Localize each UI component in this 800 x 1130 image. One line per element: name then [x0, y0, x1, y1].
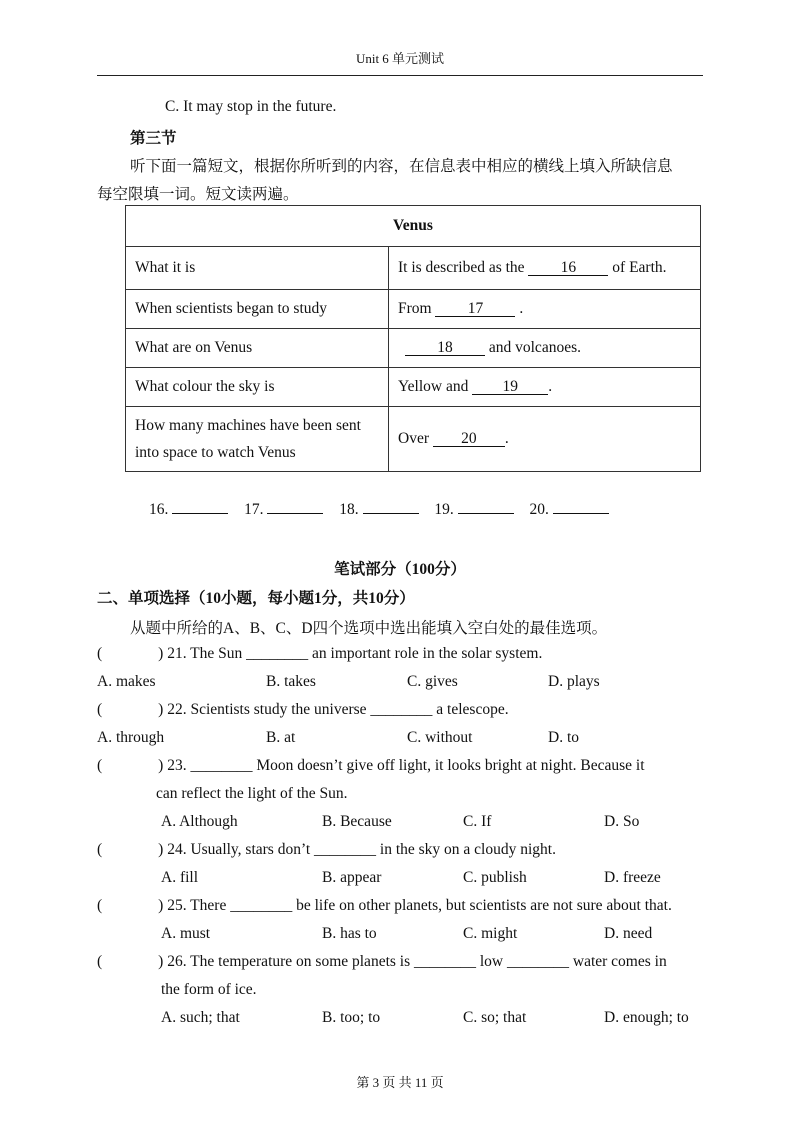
- q21-option-b: B. takes: [266, 673, 316, 690]
- header-rule: [97, 75, 703, 76]
- answer-label-19: 19.: [434, 501, 454, 518]
- row-label: What colour the sky is: [126, 368, 389, 407]
- section-3-instruction-line1: 听下面一篇短文，根据你所听到的内容，在信息表中相应的横线上填入所缺信息: [130, 158, 673, 175]
- page-header: Unit 6 单元测试: [355, 51, 445, 66]
- q24-option-c: C. publish: [463, 869, 527, 886]
- question-22: ( ) 22. Scientists study the universe ________ a telescope.: [97, 701, 509, 718]
- q23-option-b: B. Because: [322, 813, 392, 830]
- part-2-instruction: 从题中所给的A、B、C、D四个选项中选出能填入空白处的最佳选项。: [130, 620, 608, 637]
- q21-option-a: A. makes: [97, 673, 156, 690]
- q25-option-a: A. must: [161, 925, 211, 942]
- row-label: What are on Venus: [126, 329, 389, 368]
- table-title: Venus: [126, 206, 701, 247]
- fill-blank-18[interactable]: 18: [405, 340, 485, 356]
- q25-option-b: B. has to: [322, 925, 377, 942]
- answer-label-17: 17.: [244, 501, 264, 518]
- q24-option-a: A. fill: [161, 869, 199, 886]
- table-row: [126, 247, 701, 290]
- answer-bracket[interactable]: (: [97, 645, 103, 662]
- q26-option-b: B. too; to: [322, 1009, 381, 1026]
- table-row: [126, 329, 701, 368]
- q25-option-d: D. need: [604, 925, 653, 942]
- fill-blank-20[interactable]: 20: [433, 431, 505, 447]
- row-value: Over 20 .: [389, 407, 701, 472]
- answer-bracket[interactable]: (: [97, 897, 103, 914]
- q22-option-a: A. through: [97, 729, 165, 746]
- question-23-continued: can reflect the light of the Sun.: [156, 785, 348, 802]
- answer-blank-16[interactable]: [172, 513, 228, 514]
- q22-option-c: C. without: [407, 729, 473, 746]
- q23-option-c: C. If: [463, 813, 492, 830]
- q21-option-c: C. gives: [407, 673, 458, 690]
- q26-option-a: A. such; that: [161, 1009, 240, 1026]
- table-row: [126, 368, 701, 407]
- answer-blank-19[interactable]: [458, 513, 514, 514]
- answer-label-20: 20.: [529, 501, 549, 518]
- section-3-instruction-line2: 每空限填一词。短文读两遍。: [97, 186, 299, 203]
- q22-option-b: B. at: [266, 729, 296, 746]
- answer-blank-18[interactable]: [363, 513, 419, 514]
- previous-option-c: C. It may stop in the future.: [165, 98, 337, 115]
- answer-bracket[interactable]: (: [97, 953, 103, 970]
- table-row: [126, 290, 701, 329]
- section-3-title: 第三节: [130, 130, 177, 147]
- answer-blank-17[interactable]: [267, 513, 323, 514]
- question-24: ( ) 24. Usually, stars don’t ________ in the sky on a cloudy night.: [97, 841, 556, 858]
- page-footer: 第 3 页 共 11 页: [356, 1075, 444, 1090]
- q22-option-d: D. to: [548, 729, 579, 746]
- q25-option-c: C. might: [463, 925, 518, 942]
- answer-bracket[interactable]: (: [97, 701, 103, 718]
- question-26-continued: the form of ice.: [161, 981, 257, 998]
- table-row: [126, 407, 701, 472]
- row-label: When scientists began to study: [126, 290, 389, 329]
- written-section-title: 笔试部分（100分）: [334, 561, 466, 578]
- row-label: What it is: [126, 247, 389, 290]
- row-label: How many machines have been sent into space to watch Venus: [126, 407, 389, 472]
- question-21: ( ) 21. The Sun ________ an important role in the solar system.: [97, 645, 543, 662]
- row-value: Yellow and 19 .: [389, 368, 701, 407]
- answer-bracket[interactable]: (: [97, 841, 103, 858]
- answer-label-16: 16.: [149, 501, 169, 518]
- row-value: From 17 .: [389, 290, 701, 329]
- row-value: It is described as the 16 of Earth.: [389, 247, 701, 290]
- q26-option-d: D. enough; to: [604, 1009, 689, 1026]
- venus-info-table: [125, 205, 701, 472]
- fill-blank-17[interactable]: 17: [435, 301, 515, 317]
- question-23: ( ) 23. ________ Moon doesn’t give off light, it looks bright at night. Because it: [97, 757, 645, 774]
- fill-blank-16[interactable]: 16: [528, 260, 608, 276]
- answer-label-18: 18.: [339, 501, 359, 518]
- q24-option-b: B. appear: [322, 869, 382, 886]
- question-25: ( ) 25. There ________ be life on other planets, but scientists are not sure about that.: [97, 897, 672, 914]
- q24-option-d: D. freeze: [604, 869, 661, 886]
- part-2-title: 二、单项选择（10小题，每小题1分，共10分）: [97, 590, 415, 607]
- q26-option-c: C. so; that: [463, 1009, 527, 1026]
- answer-blank-20[interactable]: [553, 513, 609, 514]
- q21-option-d: D. plays: [548, 673, 600, 690]
- question-26: ( ) 26. The temperature on some planets is ________ low ________ water comes in: [97, 953, 667, 970]
- q23-option-a: A. Although: [161, 813, 238, 830]
- answer-line: [149, 501, 609, 519]
- q23-option-d: D. So: [604, 813, 640, 830]
- row-value: 18 and volcanoes.: [389, 329, 701, 368]
- answer-bracket[interactable]: (: [97, 757, 103, 774]
- fill-blank-19[interactable]: 19: [472, 379, 548, 395]
